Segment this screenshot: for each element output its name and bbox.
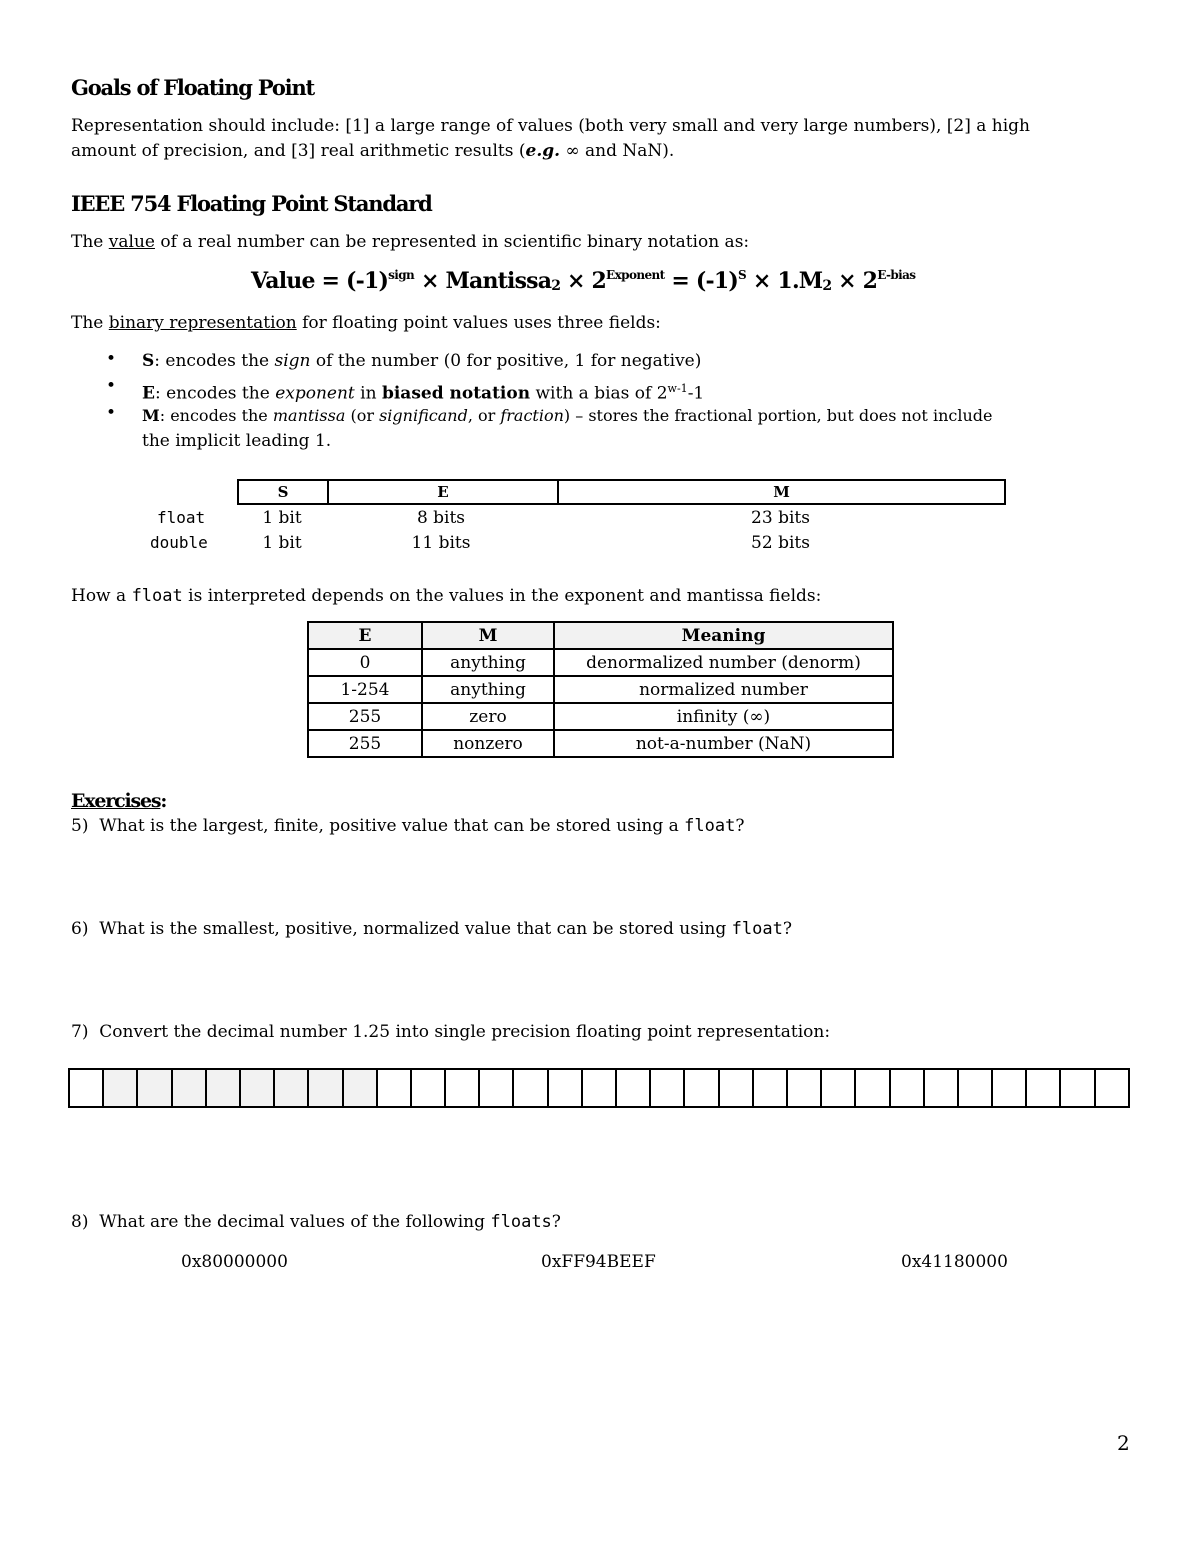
bit-cell-mantissa[interactable]	[718, 1070, 752, 1106]
meaning-col-e: E	[308, 622, 422, 649]
question-6: 6) What is the smallest, positive, normalized value that can be stored using float?	[71, 919, 792, 939]
page-number: 2	[1117, 1431, 1130, 1455]
bit-cell-exponent[interactable]	[307, 1070, 341, 1106]
bit-cell-mantissa[interactable]	[786, 1070, 820, 1106]
question-7: 7) Convert the decimal number 1.25 into single precision floating point representation:	[71, 1022, 831, 1042]
table-row	[308, 676, 893, 703]
cell-m: nonzero	[422, 730, 554, 757]
float-s-bits: 1 bit	[262, 508, 302, 528]
bit-grid	[68, 1068, 1130, 1108]
bullet-mantissa-line-2: the implicit leading 1.	[142, 431, 332, 451]
cell-meaning: denormalized number (denorm)	[554, 649, 893, 676]
float-m-bits: 23 bits	[751, 508, 810, 528]
bullet-dot: •	[106, 376, 117, 396]
bullet-exponent: E: encodes the exponent in biased notation with a bias of 2$^{w-1}$-1	[142, 382, 705, 404]
float-label: float	[157, 508, 206, 527]
bit-cell-mantissa[interactable]	[923, 1070, 957, 1106]
bit-cell-mantissa[interactable]	[991, 1070, 1025, 1106]
meaning-col-m: M	[422, 622, 554, 649]
bullet-mantissa: M: encodes the mantissa (or significand, or fraction) – stores the fractional portion, but does not include	[142, 406, 993, 425]
bullet-dot: •	[106, 349, 117, 369]
float-e-bits: 8 bits	[416, 508, 466, 528]
double-s-bits: 1 bit	[262, 533, 302, 553]
bit-cell-mantissa[interactable]	[1094, 1070, 1128, 1106]
cell-meaning: infinity (∞)	[554, 703, 893, 730]
bit-cell-mantissa[interactable]	[889, 1070, 923, 1106]
cell-meaning: normalized number	[554, 676, 893, 703]
value-intro: The value of a real number can be represented in scientific binary notation as:	[71, 232, 750, 252]
bit-cell-exponent[interactable]	[239, 1070, 273, 1106]
bullet-dot: •	[106, 403, 117, 423]
bit-cell-exponent[interactable]	[171, 1070, 205, 1106]
bit-cell-exponent[interactable]	[205, 1070, 239, 1106]
goals-line-1: Representation should include: [1] a large range of values (both very small and very large numbers), [2] a high	[71, 116, 1030, 136]
field-e-header: E	[328, 480, 558, 504]
table-row	[308, 649, 893, 676]
bit-cell-sign[interactable]	[70, 1070, 102, 1106]
cell-e: 255	[308, 703, 422, 730]
question-5: 5) What is the largest, finite, positive value that can be stored using a float?	[71, 816, 745, 836]
hex-value: 0x80000000	[181, 1252, 288, 1272]
cell-m: zero	[422, 703, 554, 730]
ieee-heading: IEEE 754 Floating Point Standard	[71, 191, 432, 216]
bit-cell-exponent[interactable]	[273, 1070, 307, 1106]
double-e-bits: 11 bits	[411, 533, 471, 553]
question-8: 8) What are the decimal values of the following floats?	[71, 1212, 561, 1232]
bit-cell-mantissa[interactable]	[478, 1070, 512, 1106]
bit-cell-mantissa[interactable]	[752, 1070, 786, 1106]
bit-cell-mantissa[interactable]	[854, 1070, 888, 1106]
field-m-header: M	[558, 480, 1005, 504]
bit-cell-mantissa[interactable]	[957, 1070, 991, 1106]
bit-cell-exponent[interactable]	[136, 1070, 170, 1106]
bit-cell-mantissa[interactable]	[820, 1070, 854, 1106]
interp-intro: How a float is interpreted depends on the values in the exponent and mantissa fields:	[71, 586, 822, 606]
double-label: double	[150, 533, 208, 552]
goals-heading: Goals of Floating Point	[71, 75, 315, 100]
table-row	[308, 703, 893, 730]
bit-cell-exponent[interactable]	[102, 1070, 136, 1106]
cell-m: anything	[422, 649, 554, 676]
cell-e: 1-254	[308, 676, 422, 703]
bit-cell-mantissa[interactable]	[376, 1070, 410, 1106]
bit-cell-mantissa[interactable]	[410, 1070, 444, 1106]
cell-meaning: not-a-number (NaN)	[554, 730, 893, 757]
bit-cell-exponent[interactable]	[342, 1070, 376, 1106]
cell-m: anything	[422, 676, 554, 703]
meaning-table	[307, 621, 894, 758]
bit-cell-mantissa[interactable]	[512, 1070, 546, 1106]
table-row	[308, 730, 893, 757]
hex-value: 0xFF94BEEF	[541, 1252, 656, 1272]
bit-cell-mantissa[interactable]	[1025, 1070, 1059, 1106]
cell-e: 0	[308, 649, 422, 676]
binary-rep-intro: The binary representation for floating point values uses three fields:	[71, 313, 661, 333]
double-m-bits: 52 bits	[751, 533, 810, 553]
field-s-header: S	[238, 480, 328, 504]
bit-cell-mantissa[interactable]	[649, 1070, 683, 1106]
exercises-heading: Exercises:	[71, 790, 167, 812]
bit-cell-mantissa[interactable]	[615, 1070, 649, 1106]
bullet-sign: S: encodes the sign of the number (0 for positive, 1 for negative)	[142, 351, 702, 371]
meaning-col-meaning: Meaning	[554, 622, 893, 649]
bit-cell-mantissa[interactable]	[581, 1070, 615, 1106]
bit-cell-mantissa[interactable]	[1059, 1070, 1093, 1106]
hex-value: 0x41180000	[901, 1252, 1008, 1272]
bit-cell-mantissa[interactable]	[444, 1070, 478, 1106]
bit-cell-mantissa[interactable]	[683, 1070, 717, 1106]
bit-cell-mantissa[interactable]	[547, 1070, 581, 1106]
cell-e: 255	[308, 730, 422, 757]
goals-line-2: amount of precision, and [3] real arithmetic results (e.g. ∞ and NaN).	[71, 141, 675, 161]
value-formula: Value = $(-1)^{sign}$ × Mantissa$_2$ × $2^{Exponent} = (-1)^S \times 1.M_2 \times 2^{E-bias}$	[251, 268, 916, 294]
fields-header-table	[237, 479, 1006, 505]
